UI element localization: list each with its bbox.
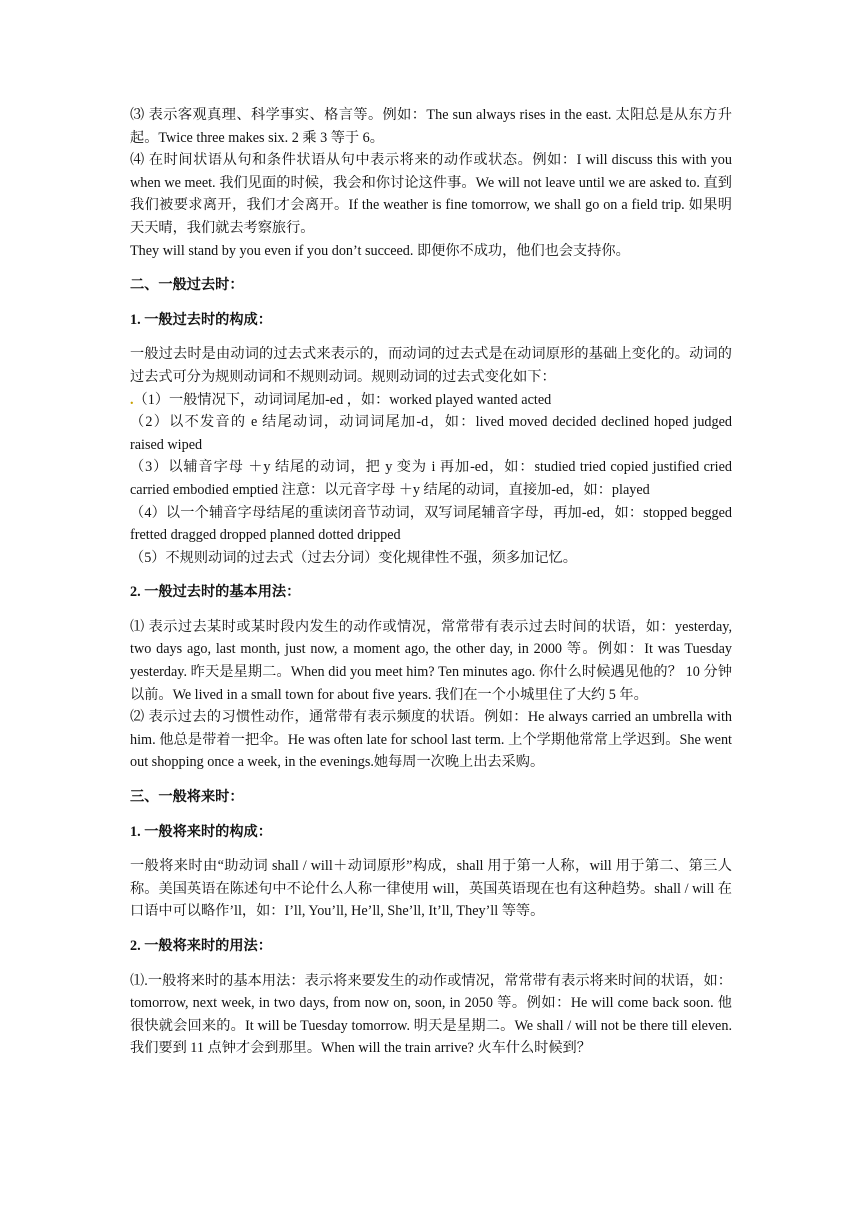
subheading-simple-future-formation: 1. 一般将来时的构成： [130, 823, 272, 840]
list-item-rule-4: （4）以一个辅音字母结尾的重读闭音节动词，双写词尾辅音字母，再加-ed，如：stopped begged fretted dragged dropped planned dotted dripped [130, 504, 732, 544]
paragraph-stand-by-example: They will stand by you even if you don’t succeed. 即便你不成功，他们也会支持你。 [130, 242, 630, 259]
document-page [130, 104, 732, 1060]
section-heading-simple-past: 二、一般过去时： [130, 277, 244, 294]
paragraph-past-formation-intro: 一般过去时是由动词的过去式来表示的，而动词的过去式是在动词原形的基础上变化的。动词的过去式可分为规则动词和不规则动词。规则动词的过去式变化如下： [130, 346, 732, 385]
paragraph-objective-truth: ⑶ 表示客观真理、科学事实、格言等。例如：The sun always rises in the east. 太阳总是从东方升起。Twice three makes six. 2 乘 3 等于 6。 [130, 107, 732, 146]
list-item-rule-5: （5）不规则动词的过去式（过去分词）变化规律性不强，须多加记忆。 [130, 549, 577, 566]
subheading-simple-past-formation: 1. 一般过去时的构成： [130, 311, 272, 328]
section-heading-simple-future: 三、一般将来时： [130, 789, 244, 806]
list-item-rule-2: （2）以不发音的 e 结尾动词，动词词尾加-d，如：lived moved decided declined hoped judged raised wiped [130, 414, 732, 453]
list-item-rule-3: （3）以辅音字母 ＋y 结尾的动词，把 y 变为 i 再加-ed，如：studied tried copied justified cried carried embodied emptied 注意：以元音字母 ＋y 结尾的动词，直接加-ed，如：played [130, 459, 732, 498]
list-item-rule-1-text: （1）一般情况下，动词词尾加-ed ，如：worked played wanted acted [133, 391, 552, 408]
subheading-simple-past-usage: 2. 一般过去时的基本用法： [130, 584, 301, 601]
paragraph-future-usage-1: ⑴.一般将来时的基本用法：表示将来要发生的动作或情况，常常带有表示将来时间的状语，如：tomorrow, next week, in two days, from now on, soon, in 2050 等。例如：He will come back soon. 他很快就会回来的。It will be Tuesday tomorrow. 明天是星期二。We shall / will not be there till eleven. 我们要到 11 点钟才会到那里。When will the train arrive? 火车什么时候到？ [130, 972, 732, 1057]
paragraph-future-formation: 一般将来时由“助动词 shall / will＋动词原形”构成，shall 用于第一人称，will 用于第二、第三人称。美国英语在陈述句中不论什么人称一律使用 will，英国英语现在也有这种趋势。shall / will 在口语中可以略作’ll，如：I’ll, You’ll, He’ll, She’ll, It’ll, They’ll 等等。 [130, 858, 732, 920]
paragraph-past-usage-1: ⑴ 表示过去某时或某时段内发生的动作或情况，常常带有表示过去时间的状语，如：yesterday, two days ago, last month, just now, a moment ago, the other day, in 2000 等。例如：It was Tuesday yesterday. 昨天是星期二。When did you meet him? Ten minutes ago. 你什么时候遇见他的？ 10 分钟以前。We lived in a small town for about five years. 我们在一个小城里住了大约 5 年。 [130, 618, 732, 703]
list-item-rule-1 [130, 389, 732, 412]
paragraph-past-usage-2: ⑵ 表示过去的习惯性动作，通常带有表示频度的状语。例如：He always carried an umbrella with him. 他总是带着一把伞。He was often late for school last term. 上个学期他常常上学迟到。She went out shopping once a week, in the evenings.她每周一次晚上出去采购。 [130, 709, 732, 771]
marker-dot: . [130, 391, 134, 408]
subheading-simple-future-usage: 2. 一般将来时的用法： [130, 938, 272, 954]
paragraph-time-condition-clauses: ⑷ 在时间状语从句和条件状语从句中表示将来的动作或状态。例如：I will discuss this with you when we meet. 我们见面的时候，我会和你讨论这件事。We will not leave until we are asked to. 直到我们被要求离开，我们才会离开。If the weather is fine tomorrow, we shall go on a field trip. 如果明天天晴，我们就去考察旅行。 [130, 152, 732, 236]
